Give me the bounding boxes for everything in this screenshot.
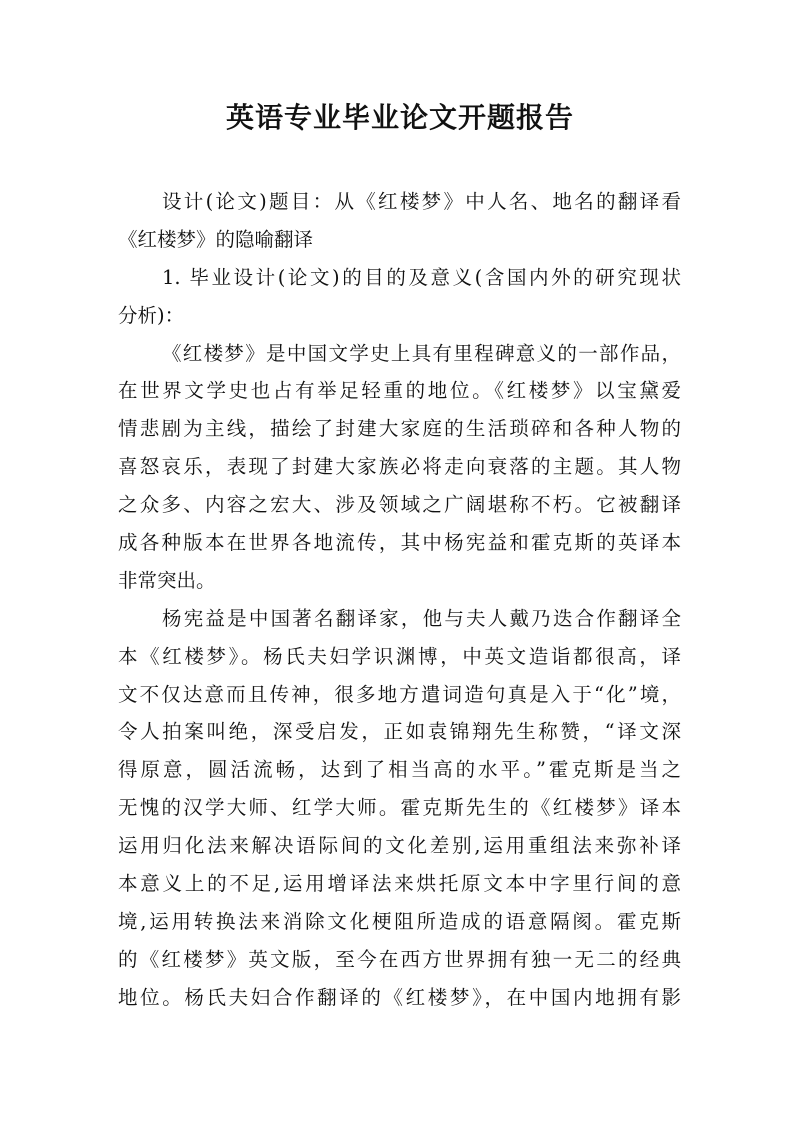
text-line: 之众多、内容之宏大、涉及领域之广阔堪称不朽。它被翻译 [118,493,681,517]
text-line: 成各种版本在世界各地流传，其中杨宪益和霍克斯的英译本 [118,531,681,555]
text-line: 得原意，圆活流畅，达到了相当高的水平。”霍克斯是当之 [118,758,681,782]
text-line: 非常突出。 [118,568,216,592]
text-line: 设计(论文)题目：从《红楼梦》中人名、地名的翻译看 [162,190,681,213]
text-line: 令人拍案叫绝，深受启发，正如袁锦翔先生称赞，“译文深 [118,720,681,744]
text-line: 杨宪益是中国著名翻译家，他与夫人戴乃迭合作翻译全 [162,606,681,630]
text-line: 文不仅达意而且传神，很多地方遣词造句真是入于“化”境， [118,682,681,706]
document-body [118,183,681,1017]
text-line: 喜怒哀乐，表现了封建大家族必将走向衰落的主题。其人物 [118,455,681,479]
text-line: 本《红楼梦》。杨氏夫妇学识渊博，中英文造诣都很高，译 [118,644,681,668]
text-line: 运用归化法来解决语际间的文化差别,运用重组法来弥补译 [118,834,681,858]
text-line: 《红楼梦》的隐喻翻译 [118,227,314,251]
text-line: 1. 毕业设计(论文)的目的及意义(含国内外的研究现状 [162,265,681,289]
text-line: 无愧的汉学大师、红学大师。霍克斯先生的《红楼梦》译本 [118,796,681,820]
text-line: 地位。杨氏夫妇合作翻译的《红楼梦》，在中国内地拥有影 [118,985,681,1009]
text-line: 本意义上的不足,运用增译法来烘托原文本中字里行间的意 [118,872,681,896]
text-line: 在世界文学史也占有举足轻重的地位。《红楼梦》以宝黛爱 [118,379,681,403]
text-line: 分析)： [118,303,185,327]
text-line: 的《红楼梦》英文版，至今在西方世界拥有独一无二的经典 [118,947,681,971]
text-line: 情悲剧为主线，描绘了封建大家庭的生活琐碎和各种人物的 [118,417,681,441]
text-line: 《红楼梦》是中国文学史上具有里程碑意义的一部作品， [162,341,681,365]
document-title: 英语专业毕业论文开题报告 [225,101,574,134]
text-line: 境,运用转换法来消除文化梗阻所造成的语意隔阂。霍克斯 [118,909,681,933]
